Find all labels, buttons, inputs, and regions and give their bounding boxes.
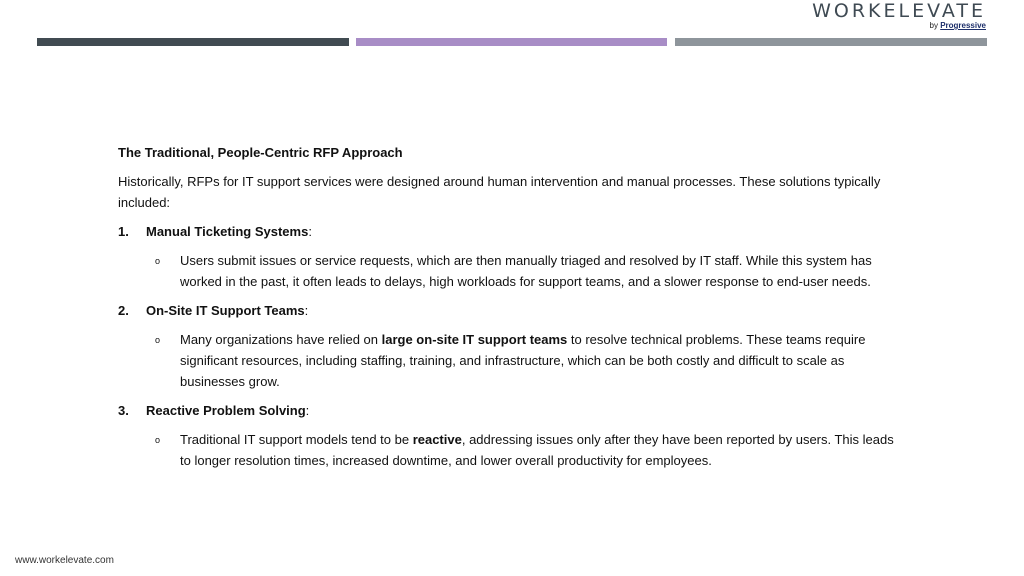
list-item-title: On-Site IT Support Teams	[146, 303, 305, 318]
accent-bar-gray	[675, 38, 987, 46]
bullet-text-part: Many organizations have relied on	[180, 332, 382, 347]
logo-by-text: by	[929, 21, 938, 30]
list-item-colon: :	[304, 303, 309, 318]
bullet-text-part: to resolve technical problems. These teams require significant resources, including staffing, training, and infrastructure, which can be both costly and difficult to scale as businesses grow.	[180, 332, 866, 389]
circle-bullet-icon: o	[155, 435, 161, 445]
list-item-colon: :	[305, 403, 310, 418]
sub-bullet-1	[155, 250, 908, 292]
sub-bullet-text	[180, 329, 908, 392]
list-item-title: Reactive Problem Solving	[146, 403, 306, 418]
accent-bar-dark	[37, 38, 349, 46]
list-item-1	[118, 221, 908, 242]
logo-brand-name: Progressive	[940, 21, 986, 30]
sub-bullet-text	[180, 250, 908, 292]
sub-bullet-2	[155, 329, 908, 392]
logo-wordmark: WORKELEVATE	[812, 0, 986, 22]
list-item-colon: :	[308, 224, 312, 239]
circle-bullet-icon: o	[155, 256, 161, 266]
footer-website: www.workelevate.com	[15, 555, 114, 566]
section-heading: The Traditional, People-Centric RFP Approach	[118, 145, 403, 160]
brand-logo	[812, 0, 986, 31]
list-number: 1.	[118, 224, 129, 239]
list-item-2	[118, 300, 908, 321]
intro-paragraph: Historically, RFPs for IT support services were designed around human intervention and manual processes. These solutions typically included:	[118, 174, 881, 210]
list-item-3	[118, 400, 908, 421]
bullet-bold-part: reactive	[412, 432, 462, 447]
slide-content	[118, 142, 908, 479]
accent-bar-purple	[356, 38, 667, 46]
list-number: 3.	[118, 403, 129, 418]
sub-bullet-3	[155, 429, 908, 471]
bullet-bold-part: large on-site IT support teams	[381, 332, 568, 347]
logo-tagline	[812, 21, 986, 31]
list-item-title: Manual Ticketing Systems	[146, 224, 309, 239]
bullet-text-part: Traditional IT support models tend to be	[180, 432, 413, 447]
sub-bullet-text	[180, 429, 908, 471]
header-accent-bars	[37, 38, 987, 46]
list-number: 2.	[118, 303, 129, 318]
bullet-text-part: , addressing issues only after they have been reported by users. This leads to longer resolution times, increased downtime, and lower overall productivity for employees.	[180, 432, 894, 468]
circle-bullet-icon: o	[155, 335, 161, 345]
bullet-text-part: Users submit issues or service requests, which are then manually triaged and resolved by IT staff. While this system has worked in the past, it often leads to delays, high workloads for support teams, and a slower response to end-user needs.	[180, 253, 872, 289]
